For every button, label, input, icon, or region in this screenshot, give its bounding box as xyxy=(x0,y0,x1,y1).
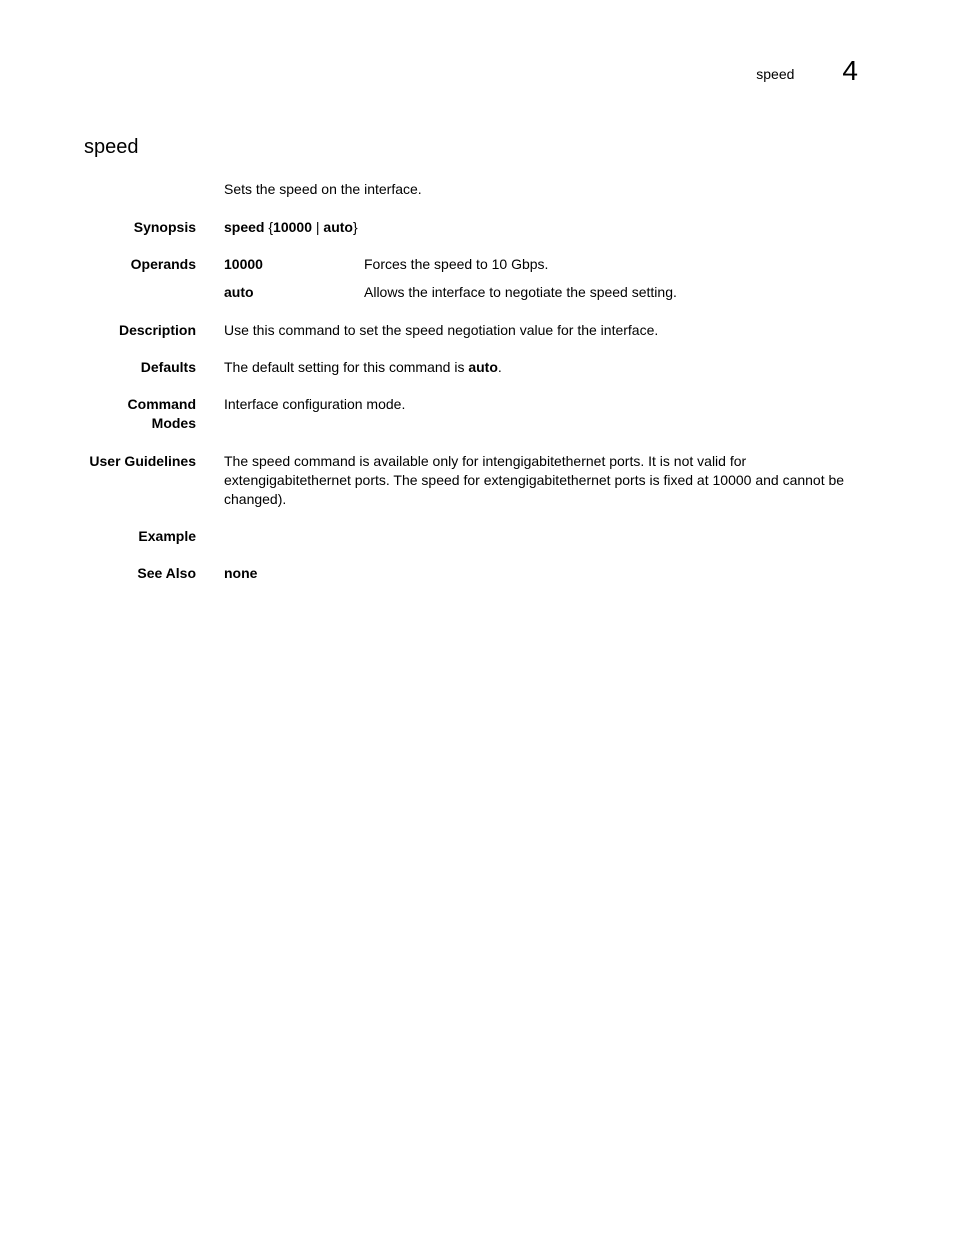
synopsis-close: } xyxy=(352,219,358,235)
running-header xyxy=(756,56,858,86)
command-modes-label-line2: Modes xyxy=(151,415,196,431)
page-title: speed xyxy=(84,136,139,158)
running-title: speed xyxy=(756,66,795,82)
description-label: Description xyxy=(118,322,196,338)
operand-term: 10000 xyxy=(224,256,263,272)
user-guidelines-text: The speed command is available only for intengigabitethernet ports. It is not valid for extengigabitethernet ports. The speed for extengigabitethernet ports is fixed at 10000 and cannot be changed). xyxy=(224,453,845,507)
synopsis-separator: | xyxy=(311,219,324,235)
operand-term: auto xyxy=(224,284,254,300)
synopsis-option-2: auto xyxy=(323,219,353,235)
description-text: Use this command to set the speed negotiation value for the interface. xyxy=(224,322,659,338)
synopsis-command: speed xyxy=(224,219,265,235)
command-modes-label-line1: Command xyxy=(127,396,196,412)
synopsis-option-1: 10000 xyxy=(273,219,312,235)
operand-description: Allows the interface to negotiate the speed setting. xyxy=(364,284,677,300)
defaults-label: Defaults xyxy=(140,359,196,375)
synopsis-value xyxy=(224,218,869,237)
chapter-number: 4 xyxy=(842,55,858,86)
see-also-text: none xyxy=(224,565,258,581)
operands-label: Operands xyxy=(130,256,196,272)
example-label: Example xyxy=(138,528,196,544)
intro-text: Sets the speed on the interface. xyxy=(224,181,422,197)
user-guidelines-label: User Guidelines xyxy=(89,453,196,469)
synopsis-open: { xyxy=(264,219,274,235)
defaults-text-after: . xyxy=(497,359,502,375)
see-also-label: See Also xyxy=(137,565,196,581)
operand-description: Forces the speed to 10 Gbps. xyxy=(364,256,549,272)
command-modes-text: Interface configuration mode. xyxy=(224,396,406,412)
defaults-text xyxy=(224,358,869,377)
synopsis-label: Synopsis xyxy=(133,219,196,235)
defaults-value: auto xyxy=(468,359,498,375)
command-modes-label xyxy=(128,395,196,433)
defaults-text-before: The default setting for this command is xyxy=(224,359,469,375)
